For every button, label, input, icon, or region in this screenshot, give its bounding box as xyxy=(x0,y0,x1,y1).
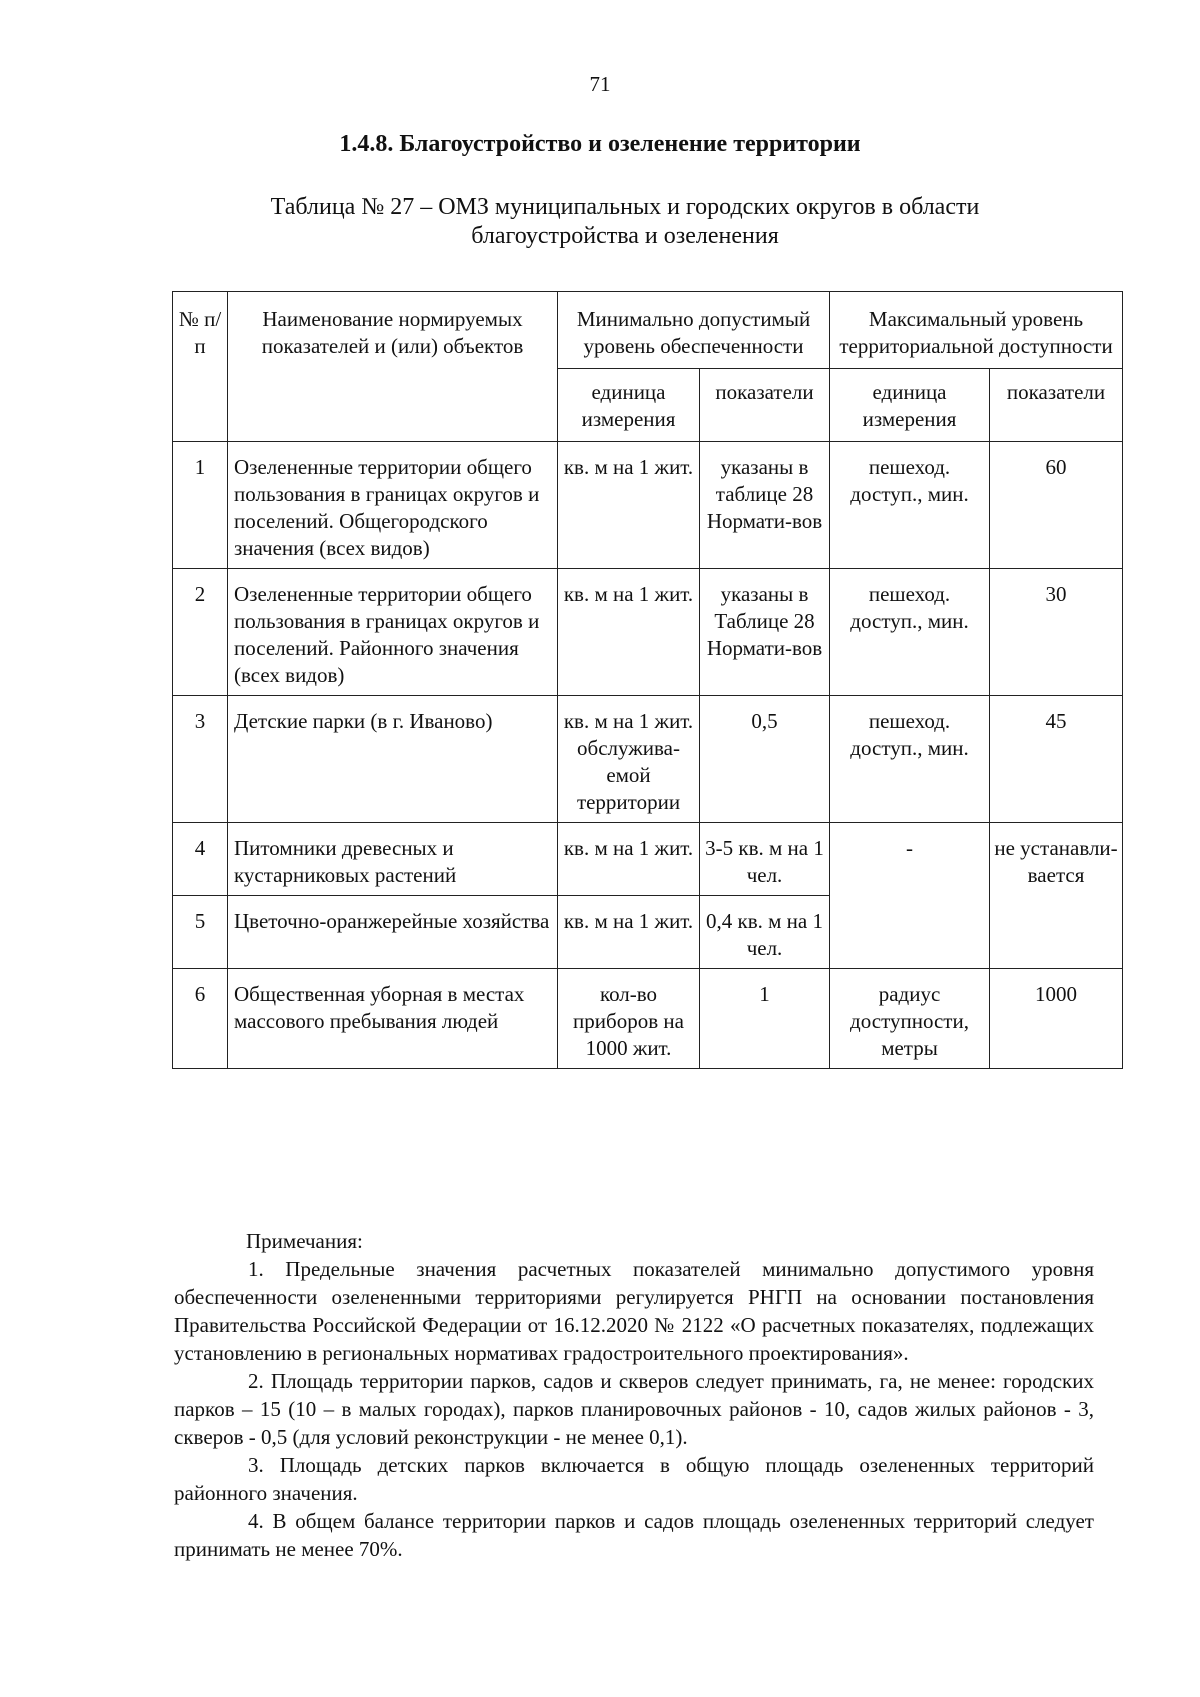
note-item: 2. Площадь территории парков, садов и скверов следует принимать, га, не менее: городских парков – 15 (10 – в малых городах), парков планировочных районов - 10, садов жилых районов - 3, скверов - 0,5 (для условий реконструкции - не менее 0,1). xyxy=(174,1369,1094,1449)
header-max-indicators: показатели xyxy=(990,369,1123,442)
notes-title: Примечания: xyxy=(246,1229,363,1253)
section-heading: 1.4.8. Благоустройство и озеленение территории xyxy=(339,131,861,157)
row-max-value: 60 xyxy=(990,442,1123,569)
row-min-value: 3-5 кв. м на 1 чел. xyxy=(700,823,830,896)
header-num: № п/п xyxy=(173,292,228,442)
page-number: 71 xyxy=(589,72,611,96)
row-num: 5 xyxy=(173,896,228,969)
row-max-value: 45 xyxy=(990,696,1123,823)
row-min-unit: кв. м на 1 жит. xyxy=(558,442,700,569)
row-max-unit: - xyxy=(830,823,990,969)
table-caption-line-1: Таблица № 27 – ОМЗ муниципальных и городских округов в области xyxy=(270,194,980,220)
table-row xyxy=(173,823,1123,896)
notes-section xyxy=(174,1227,1094,1563)
row-num: 6 xyxy=(173,969,228,1069)
table-row xyxy=(173,569,1123,696)
table-row xyxy=(173,696,1123,823)
row-num: 1 xyxy=(173,442,228,569)
table-row xyxy=(173,442,1123,569)
row-num: 3 xyxy=(173,696,228,823)
table-caption xyxy=(200,193,1050,251)
note-item: 3. Площадь детских парков включается в общую площадь озелененных территорий районного значения. xyxy=(174,1453,1094,1505)
header-max-access: Максимальный уровень территориальной доступности xyxy=(830,292,1123,369)
table-row xyxy=(173,969,1123,1069)
row-min-unit: кв. м на 1 жит. обслужива-емой территории xyxy=(558,696,700,823)
row-name: Общественная уборная в местах массового пребывания людей xyxy=(228,969,558,1069)
row-min-unit: кол-во приборов на 1000 жит. xyxy=(558,969,700,1069)
row-name: Озелененные территории общего пользования в границах округов и поселений. Районного значения (всех видов) xyxy=(228,569,558,696)
header-min-level: Минимально допустимый уровень обеспеченности xyxy=(558,292,830,369)
row-max-unit: пешеход. доступ., мин. xyxy=(830,696,990,823)
row-max-value: 1000 xyxy=(990,969,1123,1069)
row-min-value: указаны в таблице 28 Нормати-вов xyxy=(700,442,830,569)
norms-table xyxy=(172,291,1123,1069)
table-caption-line-2: благоустройства и озеленения xyxy=(471,223,779,249)
note-item: 4. В общем балансе территории парков и садов площадь озелененных территорий следует принимать не менее 70%. xyxy=(174,1509,1094,1561)
row-num: 4 xyxy=(173,823,228,896)
header-min-indicators: показатели xyxy=(700,369,830,442)
row-max-value: не устанавли-вается xyxy=(990,823,1123,969)
note-item: 1. Предельные значения расчетных показателей минимально допустимого уровня обеспеченности озелененными территориями регулируется РНГП на основании постановления Правительства Российской Федерации от 16.12.2020 № 2122 «О расчетных показателях, подлежащих установлению в региональных нормативах градостроительного проектирования». xyxy=(174,1257,1094,1365)
header-max-unit: единица измерения xyxy=(830,369,990,442)
row-name: Озелененные территории общего пользования в границах округов и поселений. Общегородского значения (всех видов) xyxy=(228,442,558,569)
row-num: 2 xyxy=(173,569,228,696)
row-name: Цветочно-оранжерейные хозяйства xyxy=(228,896,558,969)
row-max-unit: радиус доступности, метры xyxy=(830,969,990,1069)
row-min-value: 0,4 кв. м на 1 чел. xyxy=(700,896,830,969)
row-name: Детские парки (в г. Иваново) xyxy=(228,696,558,823)
row-min-unit: кв. м на 1 жит. xyxy=(558,896,700,969)
row-max-unit: пешеход. доступ., мин. xyxy=(830,442,990,569)
header-name: Наименование нормируемых показателей и (или) объектов xyxy=(228,292,558,442)
table-header-row xyxy=(173,292,1123,369)
row-max-unit: пешеход. доступ., мин. xyxy=(830,569,990,696)
row-min-unit: кв. м на 1 жит. xyxy=(558,569,700,696)
row-name: Питомники древесных и кустарниковых растений xyxy=(228,823,558,896)
row-min-unit: кв. м на 1 жит. xyxy=(558,823,700,896)
row-min-value: указаны в Таблице 28 Нормати-вов xyxy=(700,569,830,696)
row-min-value: 1 xyxy=(700,969,830,1069)
row-max-value: 30 xyxy=(990,569,1123,696)
header-min-unit: единица измерения xyxy=(558,369,700,442)
row-min-value: 0,5 xyxy=(700,696,830,823)
